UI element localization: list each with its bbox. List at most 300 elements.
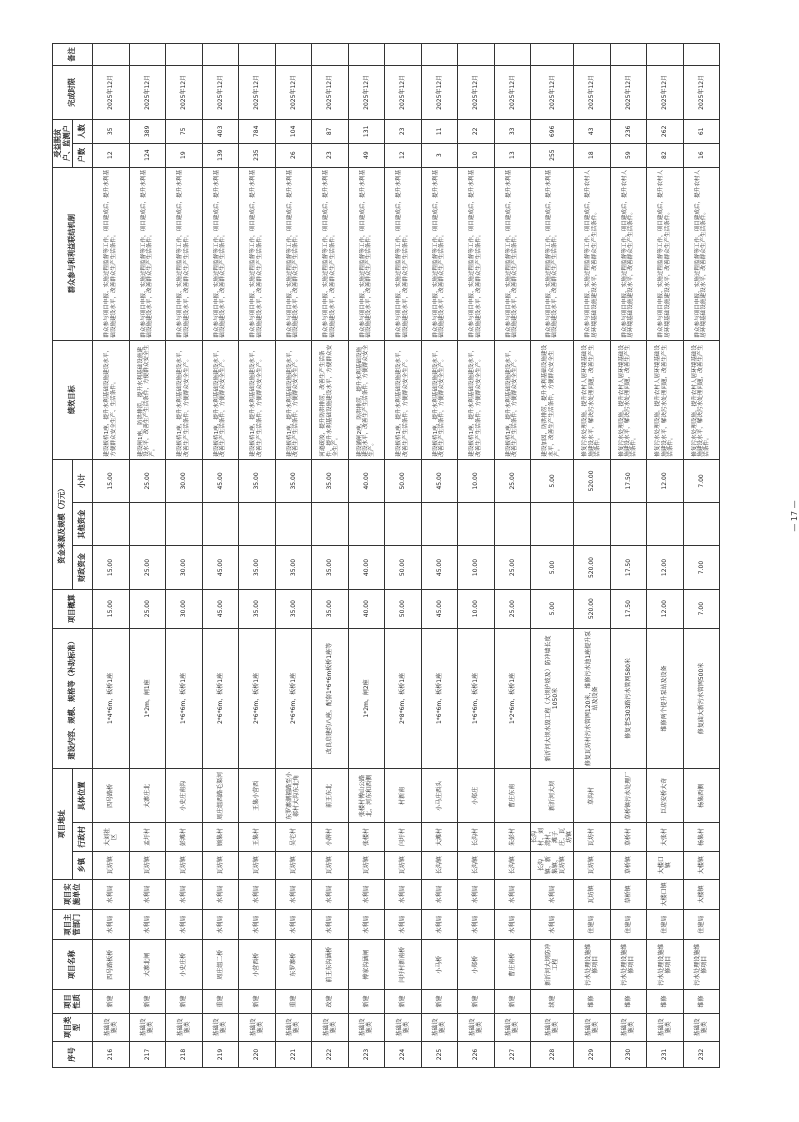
- cell-type: 基础设施类: [385, 1013, 422, 1041]
- cell-town: 草桥镇: [610, 851, 647, 879]
- cell-dept: 住建局: [574, 910, 611, 940]
- table-row: [574, 44, 611, 1068]
- cell-unit: 水利局: [93, 879, 130, 909]
- cell-nature: 新建: [348, 990, 385, 1014]
- cell-site: 前王东北: [312, 769, 349, 823]
- cell-budget: 40.00: [348, 589, 385, 628]
- cell-seq: 229: [574, 1042, 611, 1068]
- cell-other: [683, 503, 720, 546]
- header-mechanism: 群众参与和利益联结机制: [53, 167, 93, 340]
- cell-dept: 水利局: [348, 910, 385, 940]
- cell-persons: 43: [574, 119, 611, 143]
- header-budget: 项目概算: [53, 589, 93, 628]
- cell-unit: 水利局: [202, 879, 239, 909]
- cell-content: 1*6*6m，板桥1座: [166, 628, 203, 769]
- cell-other: [385, 503, 422, 546]
- cell-nature: 维修: [574, 990, 611, 1014]
- cell-nature: 维修: [683, 990, 720, 1014]
- header-dept: 项目主管部门: [53, 910, 93, 940]
- cell-town: 瓦坊镇: [385, 851, 422, 879]
- table-row: [129, 44, 166, 1068]
- cell-seq: 225: [421, 1042, 458, 1068]
- cell-unit: 水利局: [458, 879, 495, 909]
- cell-name: 大寨北闸: [129, 940, 166, 990]
- cell-village: 大滩村: [421, 823, 458, 851]
- cell-content: 1*2m，闸1座: [129, 628, 166, 769]
- header-nature: 项目性质: [53, 990, 93, 1014]
- cell-deadline: 2025年12月: [610, 65, 647, 119]
- cell-unit: 水利局: [494, 879, 531, 909]
- header-other: 其他资金: [73, 503, 93, 546]
- cell-seq: 228: [531, 1042, 574, 1068]
- cell-unit: 水利局: [531, 879, 574, 909]
- table-row: [647, 44, 684, 1068]
- cell-remark: [312, 44, 349, 66]
- cell-nature: 重建: [275, 990, 312, 1014]
- cell-site: 新沂河大坝: [531, 769, 574, 823]
- cell-dept: 水利局: [129, 910, 166, 940]
- cell-persons: 236: [610, 119, 647, 143]
- cell-effect: 建设板桥1座，提升水利基础设施建设水平，改善生产生活条件，方便群众安全生产。: [239, 340, 276, 459]
- cell-remark: [494, 44, 531, 66]
- cell-effect: 建设板桥1座，提升水利基础设施建设水平，改善生产生活条件，方便群众安全生产。: [385, 340, 422, 459]
- cell-seq: 217: [129, 1042, 166, 1068]
- cell-village: 孟圩村: [129, 823, 166, 851]
- cell-budget: 35.00: [239, 589, 276, 628]
- cell-mechanism: 群众参与项目申报、实施过程监督等工作，项目建成后，提升水利基础设施建设水平，改善群众生产生活条件。: [348, 167, 385, 340]
- cell-dept: 住建局: [647, 910, 684, 940]
- cell-content: 1*6*6m，板桥1座: [421, 628, 458, 769]
- cell-name: 小马桥: [421, 940, 458, 990]
- cell-effect: 河道疏浚，提升防洪排涝，改善生产生活条件，提升水利基础设施建设水平，方便群众安全生产。: [312, 340, 349, 459]
- cell-type: 基础设施类: [494, 1013, 531, 1041]
- table-row: [494, 44, 531, 1068]
- table-row: [421, 44, 458, 1068]
- cell-effect: 修复污水处理设施，提升农村人居环境基础设施建设水平，解决污水处理问题，改善生产生活条件。: [610, 340, 647, 459]
- cell-nature: 新建: [494, 990, 531, 1014]
- cell-content: 修复庙大新污水管网500米: [683, 628, 720, 769]
- cell-type: 基础设施类: [93, 1013, 130, 1041]
- cell-village: 瓦坊村: [574, 823, 611, 851]
- cell-budget: 5.00: [531, 589, 574, 628]
- cell-budget: 25.00: [129, 589, 166, 628]
- cell-subtotal: 45.00: [202, 459, 239, 502]
- cell-effect: 建设板桥1座，提升水利基础设施建设水平，改善生产生活条件，方便群众安全生产。: [458, 340, 495, 459]
- cell-unit: 水利局: [312, 879, 349, 909]
- cell-households: 16: [683, 143, 720, 167]
- cell-type: 基础设施类: [683, 1013, 720, 1041]
- cell-dept: 水利局: [458, 910, 495, 940]
- cell-site: 小郑庄: [458, 769, 495, 823]
- cell-dept: 住建局: [610, 910, 647, 940]
- cell-nature: 新建: [458, 990, 495, 1014]
- cell-mechanism: 群众参与项目申报、实施过程监督等工作，项目建成后，提升农村人居环境基础设施建设水平，改善群众生产生活条件。: [647, 167, 684, 340]
- cell-mechanism: 群众参与项目申报、实施过程监督等工作，项目建成后，提升水利基础设施建设水平，改善群众生产生活条件。: [458, 167, 495, 340]
- cell-subtotal: 17.50: [610, 459, 647, 502]
- cell-site: 周庄组西路毛渠河: [202, 769, 239, 823]
- cell-town: 大楼口镇: [647, 851, 684, 879]
- cell-subtotal: 35.00: [312, 459, 349, 502]
- cell-name: 新沂河大坝防冲工程: [531, 940, 574, 990]
- cell-content: 2*8*6m，板桥1座: [385, 628, 422, 769]
- header-effect: 绩效目标: [53, 340, 93, 459]
- cell-deadline: 2025年12月: [494, 65, 531, 119]
- cell-unit: 草桥镇: [610, 879, 647, 909]
- cell-dept: 水利局: [494, 910, 531, 940]
- cell-unit: 大楼镇: [683, 879, 720, 909]
- cell-seq: 227: [494, 1042, 531, 1068]
- cell-fiscal: 35.00: [312, 546, 349, 589]
- cell-content: 修复瓦坊村污水管网120米，维修污水池1座提升泵站及设备: [574, 628, 611, 769]
- cell-deadline: 2025年12月: [683, 65, 720, 119]
- cell-budget: 520.00: [574, 589, 611, 628]
- cell-households: 139: [202, 143, 239, 167]
- cell-seq: 218: [166, 1042, 203, 1068]
- cell-remark: [683, 44, 720, 66]
- cell-town: 瓦坊镇: [348, 851, 385, 879]
- cell-content: 修复老S303路污水管网580米: [610, 628, 647, 769]
- cell-effect: 建设板桥1座，提升水利基础设施建设水平，方便群众安全生产、生活条件。: [93, 340, 130, 459]
- cell-mechanism: 群众参与项目申报、实施过程监督等工作，项目建成后，提升水利基础设施建设水平，改善群众生产生活条件。: [129, 167, 166, 340]
- cell-budget: 25.00: [494, 589, 531, 628]
- cell-other: [574, 503, 611, 546]
- header-village: 行政村: [73, 823, 93, 851]
- cell-name: 污水处理设施维修项目: [683, 940, 720, 990]
- cell-deadline: 2025年12月: [647, 65, 684, 119]
- cell-effect: 建设板桥1座，提升水利基础设施建设水平，改善生产生活条件，方便群众安全生产。: [275, 340, 312, 459]
- cell-persons: 784: [239, 119, 276, 143]
- cell-subtotal: 7.00: [683, 459, 720, 502]
- cell-type: 基础设施类: [348, 1013, 385, 1041]
- table-header: [53, 44, 93, 1068]
- cell-nature: 新建: [421, 990, 458, 1014]
- cell-remark: [610, 44, 647, 66]
- cell-remark: [239, 44, 276, 66]
- cell-fiscal: 7.00: [683, 546, 720, 589]
- cell-village: 张楼村: [348, 823, 385, 851]
- cell-subtotal: 30.00: [166, 459, 203, 502]
- cell-persons: 403: [202, 119, 239, 143]
- cell-village: 杨集村: [683, 823, 720, 851]
- cell-type: 基础设施类: [202, 1013, 239, 1041]
- cell-town: 大楼镇: [683, 851, 720, 879]
- cell-content: 2*6*6m，板桥1座: [239, 628, 276, 769]
- cell-fiscal: 35.00: [239, 546, 276, 589]
- cell-name: 周庄组二桥: [202, 940, 239, 990]
- cell-effect: 建设板桥1座，提升水利基础设施建设水平，改善生产生活条件，方便群众安全生产。: [166, 340, 203, 459]
- header-funds: 资金来源及规模（万元）: [53, 459, 73, 589]
- cell-mechanism: 群众参与项目申报、实施过程监督等工作，项目建成后，提升水利基础设施建设水平，改善群众生产生活条件。: [93, 167, 130, 340]
- cell-deadline: 2025年12月: [574, 65, 611, 119]
- cell-site: 东罗寨潮福路至小郝村大沟东北角: [275, 769, 312, 823]
- cell-village: 王集村: [239, 823, 276, 851]
- cell-remark: [647, 44, 684, 66]
- cell-town: 瓦坊镇: [312, 851, 349, 879]
- cell-remark: [166, 44, 203, 66]
- cell-fiscal: 40.00: [348, 546, 385, 589]
- header-name: 项目名称: [53, 940, 93, 990]
- table-row: [683, 44, 720, 1068]
- table-row: [239, 44, 276, 1068]
- cell-content: 1*2m，闸2座: [348, 628, 385, 769]
- cell-type: 基础设施类: [421, 1013, 458, 1041]
- cell-village: 吴宅村: [275, 823, 312, 851]
- cell-village: 大张村: [647, 823, 684, 851]
- cell-site: 王集小营西: [239, 769, 276, 823]
- header-persons: 人数: [73, 119, 93, 143]
- cell-households: 82: [647, 143, 684, 167]
- cell-effect: 修复污水处理设施，提升农村人居环境基础设施建设水平，解决污水处理问题，改善生产生活条件。: [647, 340, 684, 459]
- cell-dept: 水利局: [421, 910, 458, 940]
- cell-other: [275, 503, 312, 546]
- cell-households: 10: [458, 143, 495, 167]
- cell-remark: [531, 44, 574, 66]
- cell-name: 傅家沟涵闸: [348, 940, 385, 990]
- cell-dept: 水利局: [385, 910, 422, 940]
- cell-mechanism: 群众参与项目申报、实施过程监督等工作，项目建成后，提升农村人居环境基础设施建设水平，改善群众生产生活条件。: [610, 167, 647, 340]
- cell-persons: 33: [494, 119, 531, 143]
- cell-fiscal: 15.00: [93, 546, 130, 589]
- cell-remark: [458, 44, 495, 66]
- cell-dept: 水利局: [275, 910, 312, 940]
- cell-content: 新沂河大坝水毁工程（大坝护坡及）防冲墙长度1050米: [531, 628, 574, 769]
- cell-fiscal: 30.00: [166, 546, 203, 589]
- cell-remark: [421, 44, 458, 66]
- cell-budget: 35.00: [312, 589, 349, 628]
- cell-site: 草桥镇污水处理厂: [610, 769, 647, 823]
- cell-name: 小营西桥: [239, 940, 276, 990]
- cell-subtotal: 15.00: [93, 459, 130, 502]
- cell-subtotal: 25.00: [129, 459, 166, 502]
- cell-persons: 11: [421, 119, 458, 143]
- cell-type: 基础设施类: [239, 1013, 276, 1041]
- cell-other: [421, 503, 458, 546]
- cell-dept: 水利局: [93, 910, 130, 940]
- cell-other: [494, 503, 531, 546]
- cell-deadline: 2025年12月: [129, 65, 166, 119]
- cell-remark: [129, 44, 166, 66]
- table-row: [93, 44, 130, 1068]
- cell-town: 瓦坊镇: [275, 851, 312, 879]
- table-row: [385, 44, 422, 1068]
- cell-unit: 水利局: [348, 879, 385, 909]
- header-unit: 项目实施单位: [53, 879, 93, 909]
- table-row: [202, 44, 239, 1068]
- header-subtotal: 小计: [73, 459, 93, 502]
- cell-village: 小薛村: [312, 823, 349, 851]
- cell-persons: 87: [312, 119, 349, 143]
- cell-site: 小史庄南沟: [166, 769, 203, 823]
- header-fiscal: 财政资金: [73, 546, 93, 589]
- cell-other: [239, 503, 276, 546]
- table-row: [312, 44, 349, 1068]
- cell-households: 12: [93, 143, 130, 167]
- cell-deadline: 2025年12月: [166, 65, 203, 119]
- cell-mechanism: 群众参与项目申报、实施过程监督等工作，项目建成后，提升水利基础设施建设水平，改善群众生产生活条件。: [494, 167, 531, 340]
- cell-content: 1*2*6m，板桥1座: [494, 628, 531, 769]
- cell-town: 长沟镇: [494, 851, 531, 879]
- cell-seq: 219: [202, 1042, 239, 1068]
- cell-seq: 222: [312, 1042, 349, 1068]
- table-row: [458, 44, 495, 1068]
- cell-fiscal: 25.00: [129, 546, 166, 589]
- cell-persons: 23: [385, 119, 422, 143]
- cell-deadline: 2025年12月: [275, 65, 312, 119]
- cell-seq: 231: [647, 1042, 684, 1068]
- cell-subtotal: 520.00: [574, 459, 611, 502]
- cell-type: 基础设施类: [312, 1013, 349, 1041]
- cell-budget: 15.00: [93, 589, 130, 628]
- cell-dept: 水利局: [202, 910, 239, 940]
- cell-unit: 大楼口镇: [647, 879, 684, 909]
- cell-effect: 建设闸1座，防洪排涝，提升水利基础设施建设水平，改善生产生活条件，方便群众安全生产。: [129, 340, 166, 459]
- cell-subtotal: 40.00: [348, 459, 385, 502]
- table-body: [93, 44, 720, 1068]
- cell-deadline: 2025年12月: [458, 65, 495, 119]
- cell-effect: 修复污水处理设施，提升农村人居环境基础设施建设水平，解决污水处理问题，改善生产生活条件。: [683, 340, 720, 459]
- cell-dept: 水利局: [239, 910, 276, 940]
- cell-fiscal: 45.00: [202, 546, 239, 589]
- cell-persons: 75: [166, 119, 203, 143]
- cell-dept: 住建局: [683, 910, 720, 940]
- cell-remark: [348, 44, 385, 66]
- page-number: — 17 —: [790, 500, 799, 532]
- cell-other: [610, 503, 647, 546]
- cell-persons: 22: [458, 119, 495, 143]
- cell-effect: 建设板桥1座，提升水利基础设施建设水平，改善生产生活条件，方便群众安全生产。: [202, 340, 239, 459]
- cell-name: 小史庄桥: [166, 940, 203, 990]
- cell-unit: 水利局: [239, 879, 276, 909]
- cell-subtotal: 10.00: [458, 459, 495, 502]
- cell-seq: 220: [239, 1042, 276, 1068]
- cell-budget: 45.00: [202, 589, 239, 628]
- cell-mechanism: 群众参与项目申报、实施过程监督等工作，项目建成后，提升农村人居环境基础设施建设水平，改善群众生产生活条件。: [683, 167, 720, 340]
- cell-nature: 新建: [93, 990, 130, 1014]
- cell-budget: 30.00: [166, 589, 203, 628]
- cell-nature: 重建: [202, 990, 239, 1014]
- cell-effect: 建设涵闸2座，防洪排涝，提升水利基础设施建设水平，改善生产生活条件，方便群众安全生产。: [348, 340, 385, 459]
- cell-mechanism: 群众参与项目申报、实施过程监督等工作，项目建成后，提升水利基础设施建设水平，改善群众生产生活条件。: [531, 167, 574, 340]
- cell-dept: 水利局: [312, 910, 349, 940]
- cell-remark: [275, 44, 312, 66]
- cell-site: 四号路桥: [93, 769, 130, 823]
- cell-content: 2*6*6m，板桥1座: [275, 628, 312, 769]
- cell-town: 长沟镇: [421, 851, 458, 879]
- cell-content: 维修两个提升泵站及设备: [647, 628, 684, 769]
- cell-nature: 续建: [531, 990, 574, 1014]
- cell-unit: 水利局: [385, 879, 422, 909]
- cell-households: 26: [275, 143, 312, 167]
- cell-fiscal: 17.50: [610, 546, 647, 589]
- header-type: 项目类型: [53, 1013, 93, 1041]
- cell-other: [129, 503, 166, 546]
- cell-mechanism: 群众参与项目申报、实施过程监督等工作，项目建成后，提升水利基础设施建设水平，改善群众生产生活条件。: [385, 167, 422, 340]
- cell-seq: 230: [610, 1042, 647, 1068]
- cell-nature: 新建: [239, 990, 276, 1014]
- cell-households: 23: [312, 143, 349, 167]
- table-row: [166, 44, 203, 1068]
- cell-type: 基础设施类: [458, 1013, 495, 1041]
- cell-deadline: 2025年12月: [385, 65, 422, 119]
- rotated-table-sheet: [52, 43, 766, 1068]
- cell-name: 曹庄南桥: [494, 940, 531, 990]
- cell-site: 村新南: [385, 769, 422, 823]
- cell-unit: 水利局: [421, 879, 458, 909]
- cell-fiscal: 12.00: [647, 546, 684, 589]
- cell-type: 基础设施类: [647, 1013, 684, 1041]
- cell-nature: 改建: [312, 990, 349, 1014]
- cell-subtotal: 5.00: [531, 459, 574, 502]
- table-row: [531, 44, 574, 1068]
- cell-households: 12: [385, 143, 422, 167]
- cell-nature: 维修: [647, 990, 684, 1014]
- cell-budget: 12.00: [647, 589, 684, 628]
- cell-remark: [93, 44, 130, 66]
- header-site: 具体位置: [73, 769, 93, 823]
- cell-name: 小郑桥: [458, 940, 495, 990]
- cell-unit: 瓦坊镇: [574, 879, 611, 909]
- cell-type: 基础设施类: [166, 1013, 203, 1041]
- cell-remark: [202, 44, 239, 66]
- cell-effect: 建设加固，防洪排涝，提升水利基础设施建设水平，改善生产生活条件，方便群众安全生产。: [531, 340, 574, 459]
- cell-town: 长沟镇: [458, 851, 495, 879]
- cell-town: 瓦坊镇: [202, 851, 239, 879]
- cell-households: 18: [574, 143, 611, 167]
- cell-budget: 10.00: [458, 589, 495, 628]
- cell-dept: 水利局: [531, 910, 574, 940]
- cell-name: 闫圩村新南桥: [385, 940, 422, 990]
- cell-households: 3: [421, 143, 458, 167]
- cell-remark: [574, 44, 611, 66]
- cell-town: 长沟镇、新集镇、瓦坊镇: [531, 851, 574, 879]
- cell-seq: 223: [348, 1042, 385, 1068]
- cell-deadline: 2025年12月: [531, 65, 574, 119]
- cell-persons: 262: [647, 119, 684, 143]
- cell-village: 长沟村、刘湾村、滩子庄、瓦坊镇: [531, 823, 574, 851]
- cell-fiscal: 35.00: [275, 546, 312, 589]
- cell-persons: 61: [683, 119, 720, 143]
- cell-unit: 水利局: [166, 879, 203, 909]
- cell-village: 大刘社区: [93, 823, 130, 851]
- cell-site: 张楼村傅山公路北，河东和西侧: [348, 769, 385, 823]
- cell-deadline: 2025年12月: [348, 65, 385, 119]
- cell-name: 四号路板桥: [93, 940, 130, 990]
- cell-households: 235: [239, 143, 276, 167]
- cell-households: 49: [348, 143, 385, 167]
- cell-subtotal: 35.00: [275, 459, 312, 502]
- cell-other: [348, 503, 385, 546]
- cell-unit: 水利局: [275, 879, 312, 909]
- cell-subtotal: 12.00: [647, 459, 684, 502]
- cell-type: 基础设施类: [129, 1013, 166, 1041]
- header-deadline: 完成时限: [53, 65, 93, 119]
- cell-persons: 104: [275, 119, 312, 143]
- cell-budget: 45.00: [421, 589, 458, 628]
- cell-name: 前王东沟涵桥: [312, 940, 349, 990]
- header-remark: 备注: [53, 44, 93, 66]
- cell-name: 污水处理设施维修项目: [610, 940, 647, 990]
- cell-other: [647, 503, 684, 546]
- cell-name: 污水处理设施维修项目: [574, 940, 611, 990]
- cell-content: 1*4*6m，板桥1座: [93, 628, 130, 769]
- cell-nature: 新建: [129, 990, 166, 1014]
- cell-seq: 221: [275, 1042, 312, 1068]
- table-row: [610, 44, 647, 1068]
- cell-mechanism: 群众参与项目申报、实施过程监督等工作，项目建成后，提升农村人居环境基础设施建设水平，改善群众生产生活条件。: [574, 167, 611, 340]
- cell-name: 污水处理设施维修项目: [647, 940, 684, 990]
- cell-town: 瓦坊镇: [166, 851, 203, 879]
- cell-seq: 216: [93, 1042, 130, 1068]
